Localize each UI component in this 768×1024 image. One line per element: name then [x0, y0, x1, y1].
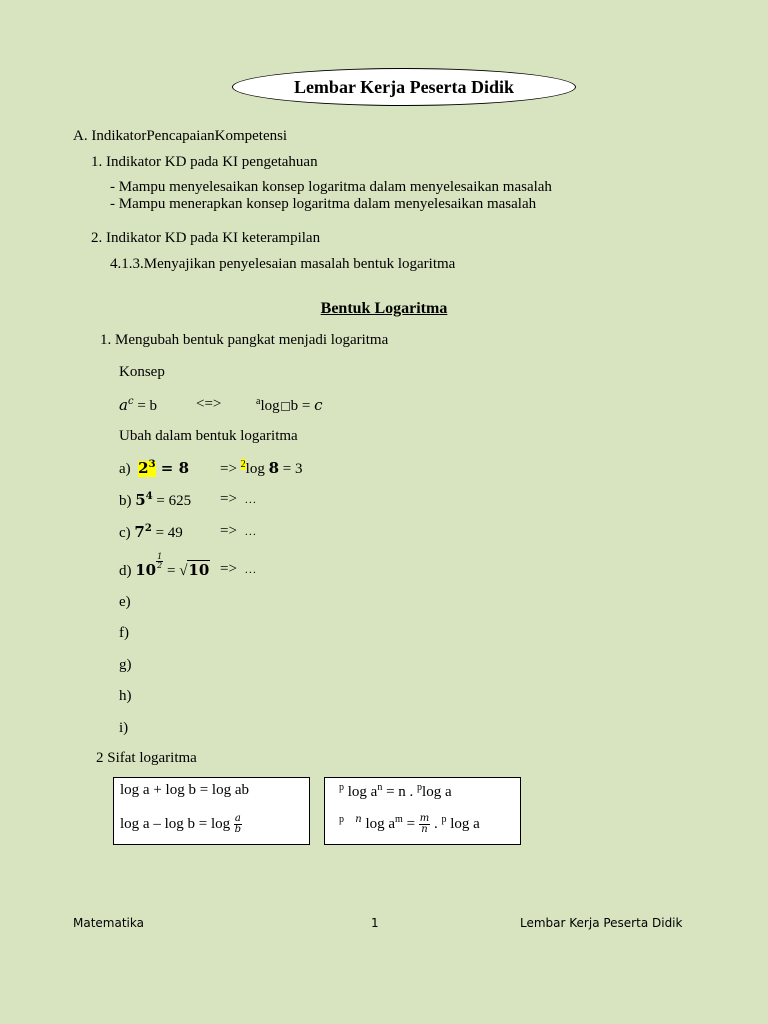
item-f: f)	[119, 625, 129, 641]
section-2-label: 2 Sifat logaritma	[96, 750, 197, 766]
item-e: e)	[119, 594, 131, 610]
indicator-1-item-2: - Mampu menerapkan konsep logaritma dalam menyelesaikan masalah	[110, 196, 537, 212]
rule-right: $^a$log b = c	[256, 396, 323, 414]
indicator-1-item-1: - Mampu menyelesaikan konsep logaritma dalam menyelesaikan masalah	[110, 179, 552, 195]
placeholder-box-icon	[281, 402, 290, 411]
property-diff: log a – log b = log $\frac{a}{b}$	[120, 813, 242, 835]
footer-subject: Matematika	[73, 916, 144, 930]
ubah-label: Ubah dalam bentuk logaritma	[119, 428, 298, 444]
konsep-label: Konsep	[119, 364, 165, 380]
item-a: a) $2^3 = 8$	[119, 459, 190, 477]
item-d: d) 10 $\frac{1}{2}$ = √10	[119, 552, 210, 579]
property-box-2	[324, 777, 521, 845]
property-base-power: $^p$ $^n$ $\log a^m$ = $\frac{m}{n}$ . $^p$ log a	[339, 813, 480, 836]
indicator-2-item: 4.1.3.Menyajikan penyelesaian masalah bentuk logaritma	[110, 256, 456, 272]
property-power: $^p$ $\log a^n = n$ . $^p$log a	[339, 782, 452, 800]
footer-page-number: 1	[371, 916, 379, 930]
footer-title: Lembar Kerja Peserta Didik	[520, 916, 683, 930]
item-c: c) $7^2 = 49$	[119, 523, 183, 541]
item-c-answer: => …	[220, 523, 259, 539]
item-g: g)	[119, 657, 132, 673]
item-d-answer: => …	[220, 561, 259, 577]
indicator-1-label: 1. Indikator KD pada KI pengetahuan	[91, 154, 318, 170]
rule-arrow: <=>	[196, 396, 222, 412]
item-h: h)	[119, 688, 132, 704]
page-title: Lembar Kerja Peserta Didik	[293, 77, 515, 97]
rule-left: $a^c = b$	[119, 396, 158, 414]
section-heading: Bentuk Logaritma	[320, 300, 448, 317]
item-b: b) $5^4 = 625$	[119, 491, 192, 509]
property-box-1	[113, 777, 310, 845]
item-b-answer: => …	[220, 491, 259, 507]
property-sum: log a + log b = log ab	[120, 782, 249, 798]
section-a-heading: A. IndikatorPencapaianKompetensi	[73, 128, 288, 144]
item-i: i)	[119, 720, 129, 736]
item-a-answer: => $^2$log 8 = 3	[220, 459, 303, 477]
section-1-label: 1. Mengubah bentuk pangkat menjadi logaritma	[100, 332, 389, 348]
indicator-2-label: 2. Indikator KD pada KI keterampilan	[91, 230, 321, 246]
